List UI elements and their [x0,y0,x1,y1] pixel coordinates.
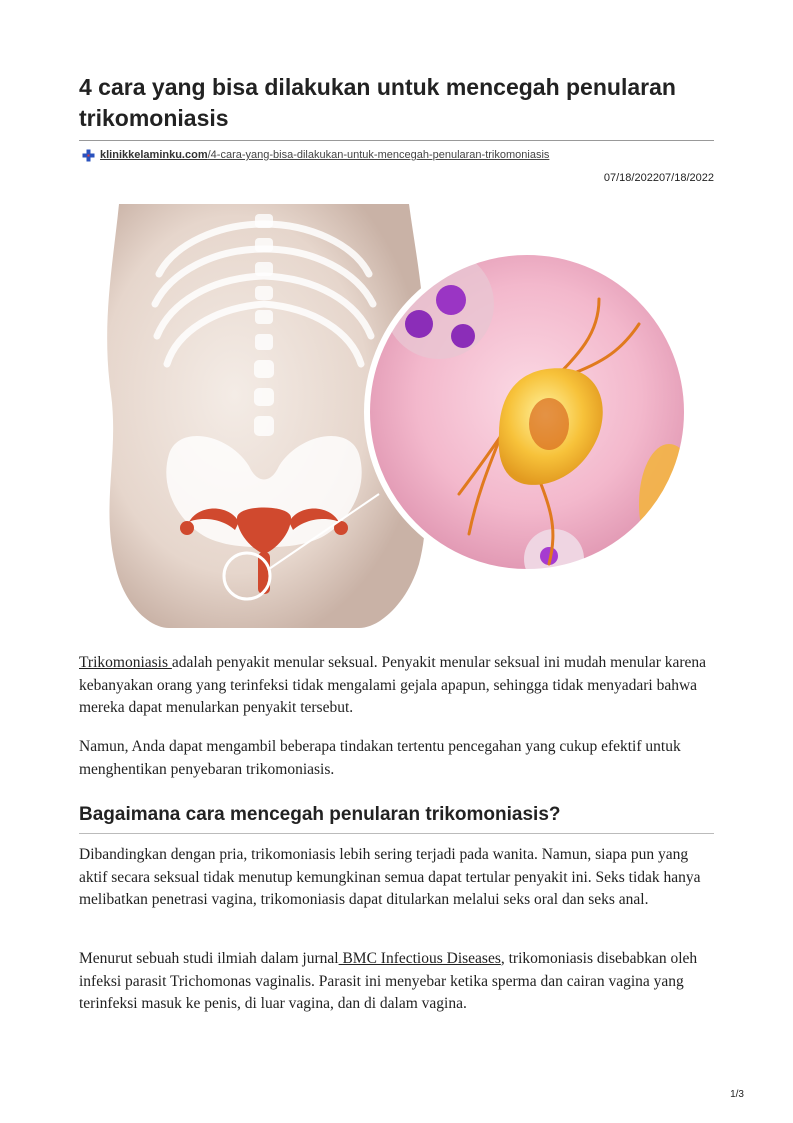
study-text-before: Menurut sebuah studi ilmiah dalam jurnal [79,950,339,967]
title-divider [79,140,714,141]
article-title: 4 cara yang bisa dilakukan untuk mencegah penularan trikomoniasis [79,74,676,131]
prevention-intro-paragraph: Namun, Anda dapat mengambil beberapa tindakan tertentu pencegahan yang cukup efektif untuk menghentikan penyebaran trikomoniasis. [79,738,681,778]
bmc-journal-link[interactable]: BMC Infectious Diseases [338,950,501,967]
source-line [82,147,549,163]
medical-cross-icon [82,149,95,162]
source-path: /4-cara-yang-bisa-dilakukan-untuk-mencegah-penularan-trikomoniasis [207,149,550,161]
publish-dates: 07/18/202207/18/2022 [603,172,714,184]
study-paragraph [79,948,719,1016]
section-heading: Bagaimana cara mencegah penularan trikomoniasis? [79,804,561,825]
study-text-after: , trikomoniasis disebabkan oleh infeksi parasit Trichomonas vaginalis. Parasit ini menyebar ketika sperma dan cairan vagina yang terinfeksi masuk ke penis, di luar vagina, dan di dalam vagina. [79,950,698,1012]
source-domain: klinikkelaminku.com [100,149,208,161]
heading-divider [79,833,714,834]
trikomoniasis-link[interactable]: Trikomoniasis [79,654,172,671]
comparison-paragraph: Dibandingkan dengan pria, trikomoniasis lebih sering terjadi pada wanita. Namun, siapa pun yang aktif secara seksual tidak menutup kemungkinan semua dapat tertular penyakit ini. Seks tidak hanya melibatkan penetrasi vagina, trikomoniasis dapat ditularkan melalui seks oral dan seks anal. [79,846,701,908]
source-link[interactable] [100,147,549,163]
hero-illustration [79,204,714,628]
intro-paragraph [79,652,719,720]
page-number: 1/3 [730,1089,744,1100]
intro-text: adalah penyakit menular seksual. Penyakit menular seksual ini mudah menular karena kebanyakan orang yang terinfeksi tidak mengalami gejala apapun, sehingga tidak menyadari bahwa mereka dapat menularkan penyakit tersebut. [79,654,707,716]
